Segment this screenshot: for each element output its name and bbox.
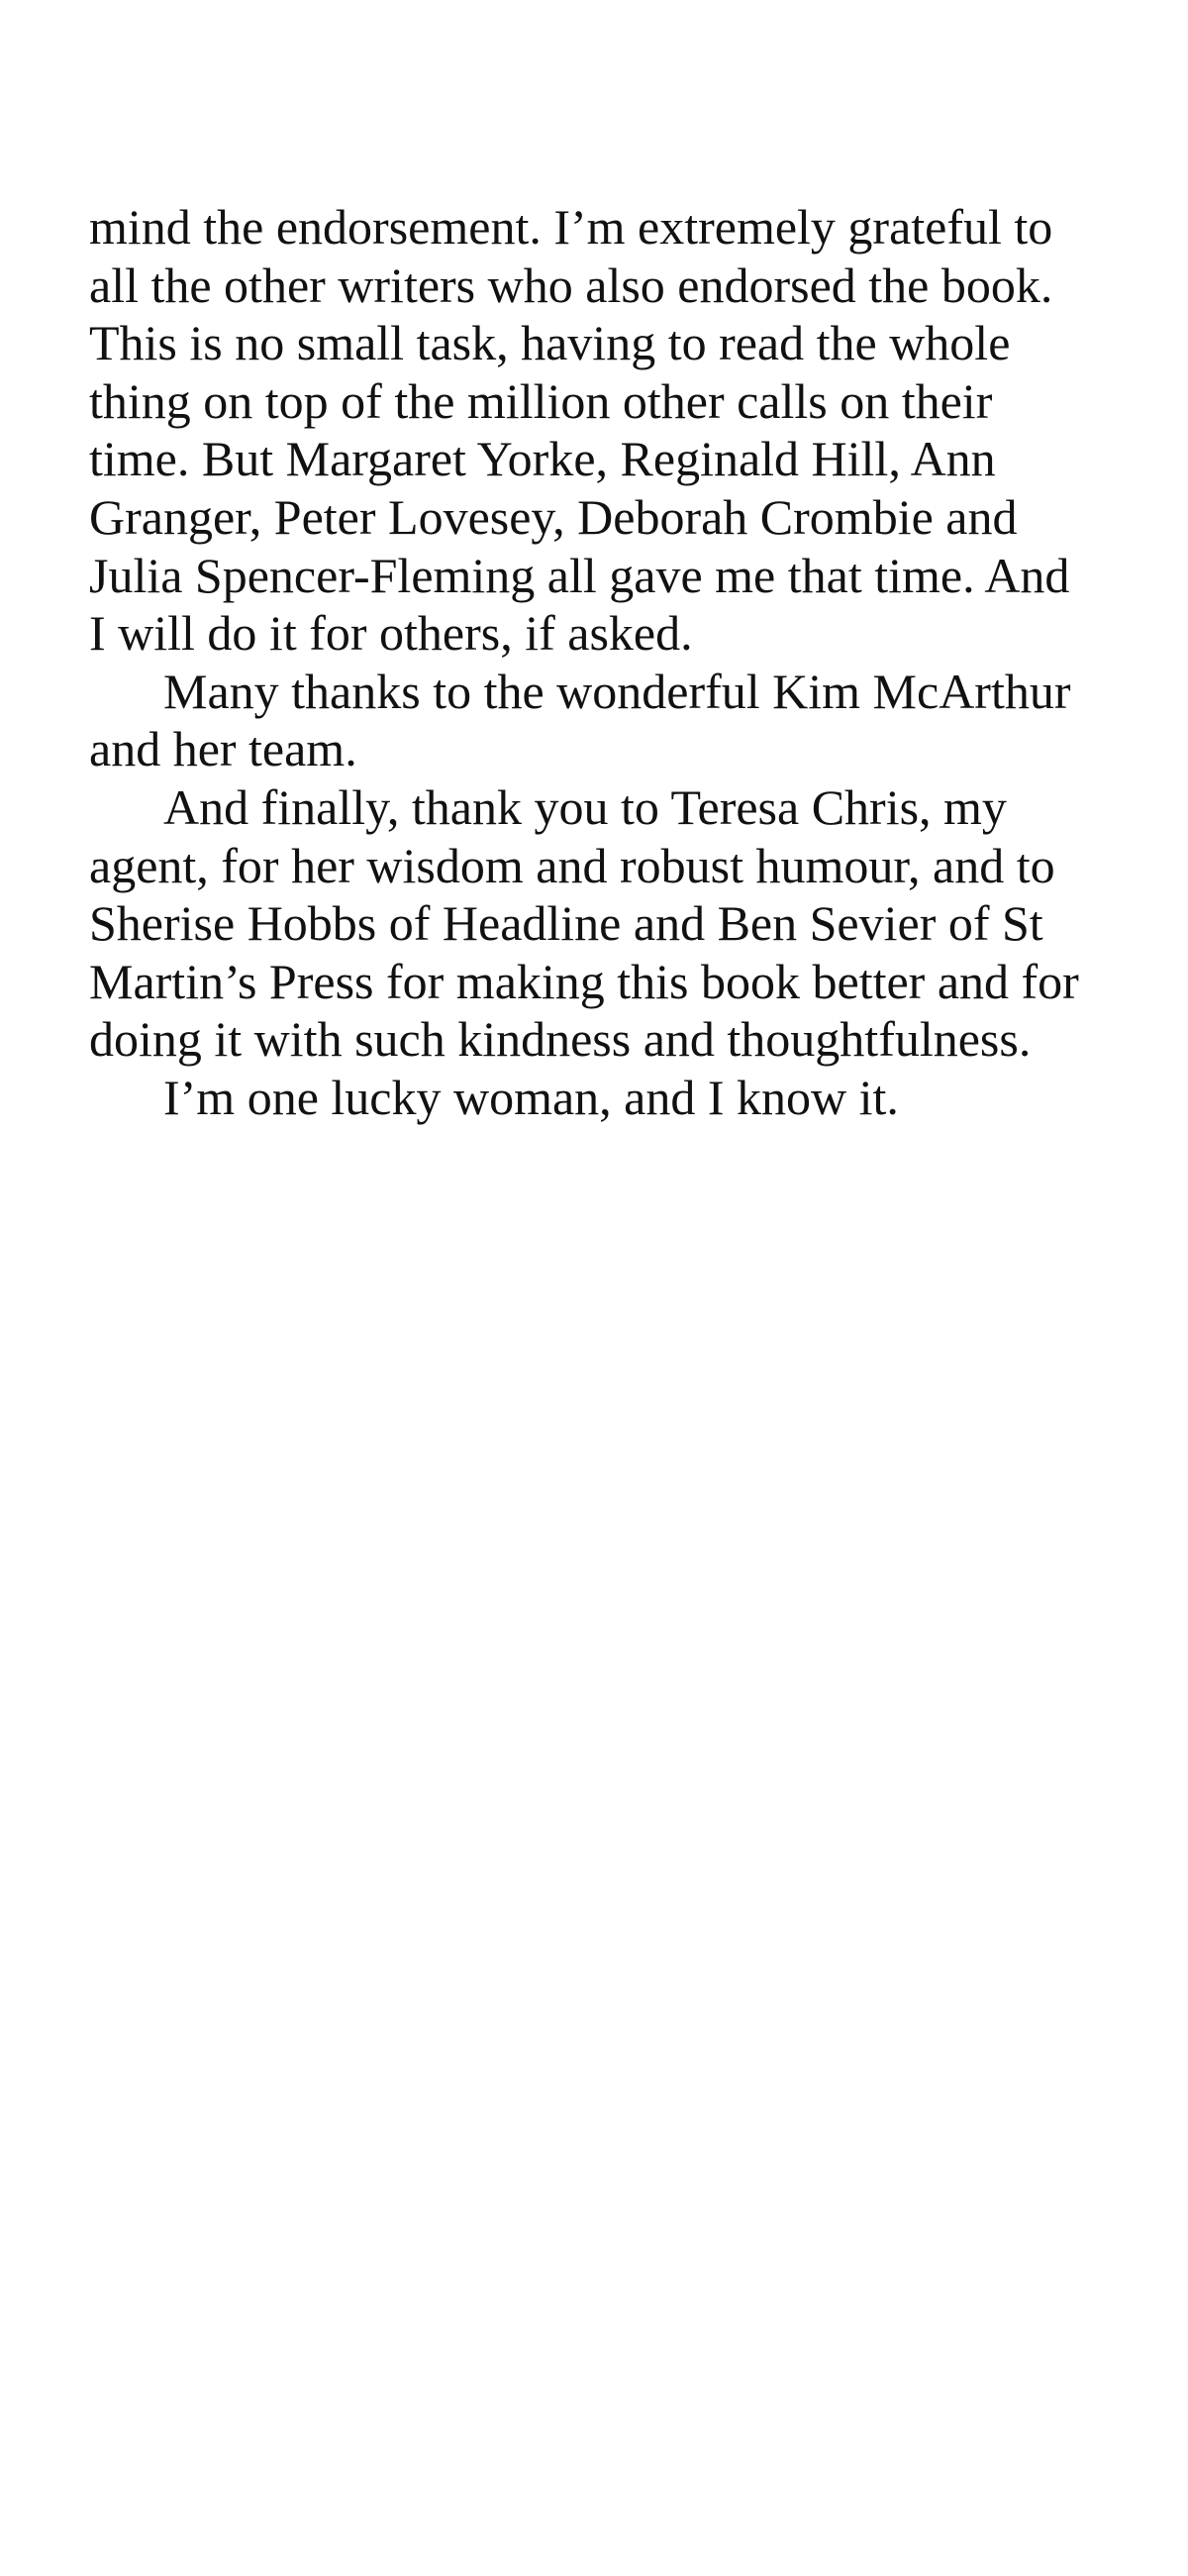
paragraph-closing	[89, 1069, 1119, 1127]
text-line: Martin’s Press for making this book better and for	[89, 953, 1079, 1009]
text-line: time. But Margaret Yorke, Reginald Hill, Ann	[89, 431, 996, 487]
text-line: agent, for her wisdom and robust humour, and to	[89, 837, 1055, 893]
text-line: mind the endorsement. I’m extremely grateful to	[89, 199, 1053, 255]
text-line: thing on top of the million other calls on their	[89, 372, 993, 429]
paragraph-thanks-agent-editors	[89, 778, 1119, 1069]
text-line: all the other writers who also endorsed the book.	[89, 257, 1053, 313]
text-line: Granger, Peter Lovesey, Deborah Crombie and	[89, 488, 1018, 545]
text-line: This is no small task, having to read the whole	[89, 315, 1011, 371]
text-line: I’m one lucky woman, and I know it.	[163, 1069, 899, 1125]
paragraph-endorsements	[89, 198, 1119, 663]
text-line: Many thanks to the wonderful Kim McArthur	[163, 663, 1071, 719]
text-line: and her team.	[89, 721, 357, 777]
text-line: doing it with such kindness and thoughtfulness.	[89, 1011, 1032, 1068]
page-body	[89, 198, 1119, 1127]
text-line: Sherise Hobbs of Headline and Ben Sevier of St	[89, 895, 1043, 952]
text-line: Julia Spencer-Fleming all gave me that time. And	[89, 547, 1070, 603]
text-line: I will do it for others, if asked.	[89, 605, 693, 662]
text-line: And finally, thank you to Teresa Chris, my	[163, 778, 1007, 835]
paragraph-thanks-publisher	[89, 663, 1119, 778]
